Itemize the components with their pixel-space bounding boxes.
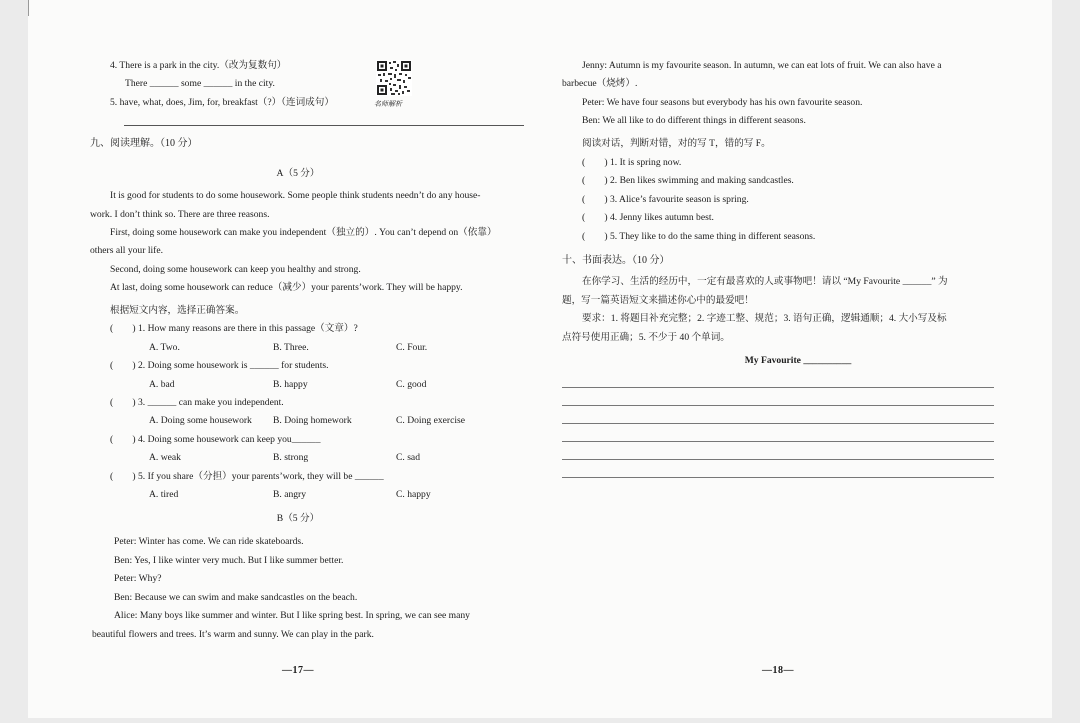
right-page — [562, 0, 1052, 718]
mc-question-stem: ( ) 5. If you share（分担）your parents’work, they will be ______ — [110, 471, 384, 482]
part-a-instruction: 根据短文内容，选择正确答案。 — [110, 305, 245, 316]
writing-line[interactable] — [562, 405, 994, 406]
mc-option-a: A. Doing some housework — [149, 415, 252, 426]
dialogue-line: Ben: We all like to do different things in different seasons. — [582, 115, 806, 126]
mc-option-a: A. weak — [149, 452, 181, 463]
mc-option-a: A. bad — [149, 379, 175, 390]
essay-prompt-line: 要求：1. 将题目补充完整；2. 字迹工整、规范；3. 语句正确，逻辑通顺；4. 大小写及标 — [582, 313, 947, 324]
passage-line: others all your life. — [90, 245, 163, 256]
writing-line[interactable] — [562, 459, 994, 460]
tf-item: ( ) 1. It is spring now. — [582, 157, 682, 168]
mc-option-b: B. happy — [273, 379, 308, 390]
mc-option-b: B. Three. — [273, 342, 309, 353]
dialogue-line: barbecue（烧烤）. — [562, 78, 638, 89]
mc-option-a: A. Two. — [149, 342, 180, 353]
part-b-heading: B（5 分） — [276, 513, 320, 524]
passage-line: First, doing some housework can make you independent（独立的）. You can’t depend on（依靠） — [110, 227, 497, 238]
mc-option-b: B. Doing homework — [273, 415, 352, 426]
tf-item: ( ) 3. Alice’s favourite season is spring. — [582, 194, 749, 205]
essay-prompt-line: 在你学习、生活的经历中，一定有最喜欢的人或事物吧！请以 “My Favourite ______” 为 — [582, 276, 948, 287]
dialogue-line: Ben: Because we can swim and make sandcastles on the beach. — [114, 592, 358, 603]
page-number-right: —18— — [762, 665, 794, 676]
section9-title: 九、阅读理解。（10 分） — [90, 138, 198, 149]
mc-option-a: A. tired — [149, 489, 179, 500]
passage-line: It is good for students to do some housework. Some people think students needn’t do any house- — [110, 190, 481, 201]
page-edge-mark — [28, 0, 29, 16]
qr-caption: 名师解析 — [374, 100, 402, 108]
mc-option-c: C. happy — [396, 489, 431, 500]
q4-answer-frame: There ______ some ______ in the city. — [125, 78, 275, 89]
essay-prompt-line: 点符号使用正确；5. 不少于 40 个单词。 — [562, 332, 730, 343]
q5-prompt: 5. have, what, does, Jim, for, breakfast（?）（连词成句） — [110, 97, 334, 108]
mc-question-stem: ( ) 2. Doing some housework is ______ for students. — [110, 360, 329, 371]
part-a-heading: A（5 分） — [276, 168, 320, 179]
tf-item: ( ) 2. Ben likes swimming and making sandcastles. — [582, 175, 794, 186]
writing-line[interactable] — [562, 477, 994, 478]
essay-title: My Favourite __________ — [744, 355, 852, 366]
tf-item: ( ) 4. Jenny likes autumn best. — [582, 212, 714, 223]
mc-option-b: B. strong — [273, 452, 309, 463]
mc-question-stem: ( ) 1. How many reasons are there in this passage（文章）? — [110, 323, 358, 334]
tf-item: ( ) 5. They like to do the same thing in different seasons. — [582, 231, 816, 242]
dialogue-line: Peter: Winter has come. We can ride skateboards. — [114, 536, 304, 547]
passage-line: At last, doing some housework can reduce（减少）your parents’work. They will be happy. — [110, 282, 463, 293]
dialogue-line: Alice: Many boys like summer and winter. But I like spring best. In spring, we can see many — [114, 610, 470, 621]
mc-option-b: B. angry — [273, 489, 307, 500]
mc-question-stem: ( ) 3. ______ can make you independent. — [110, 397, 284, 408]
mc-option-c: C. sad — [396, 452, 420, 463]
mc-option-c: C. good — [396, 379, 427, 390]
writing-line[interactable] — [562, 441, 994, 442]
mc-option-c: C. Doing exercise — [396, 415, 466, 426]
dialogue-line: Ben: Yes, I like winter very much. But I like summer better. — [114, 555, 344, 566]
mc-option-c: C. Four. — [396, 342, 428, 353]
dialogue-line: beautiful flowers and trees. It’s warm and sunny. We can play in the park. — [92, 629, 374, 640]
tf-instruction: 阅读对话，判断对错，对的写 T，错的写 F。 — [582, 138, 771, 149]
dialogue-line: Peter: Why? — [114, 573, 162, 584]
page-number-left: —17— — [282, 665, 314, 676]
section10-title: 十、书面表达。（10 分） — [562, 255, 670, 266]
passage-line: work. I don’t think so. There are three reasons. — [90, 209, 270, 220]
qr-code-icon[interactable] — [376, 60, 412, 96]
left-page — [28, 0, 568, 718]
essay-prompt-line: 题，写一篇英语短文来描述你心中的最爱吧！ — [562, 295, 754, 306]
q5-answer-line — [124, 125, 524, 126]
exam-sheet — [28, 0, 1052, 718]
writing-line[interactable] — [562, 387, 994, 388]
q4-prompt: 4. There is a park in the city.（改为复数句） — [110, 60, 287, 71]
mc-question-stem: ( ) 4. Doing some housework can keep you______ — [110, 434, 321, 445]
passage-line: Second, doing some housework can keep you healthy and strong. — [110, 264, 361, 275]
dialogue-line: Peter: We have four seasons but everybody has his own favourite season. — [582, 97, 863, 108]
writing-line[interactable] — [562, 423, 994, 424]
dialogue-line: Jenny: Autumn is my favourite season. In autumn, we can eat lots of fruit. We can also have a — [582, 60, 942, 71]
